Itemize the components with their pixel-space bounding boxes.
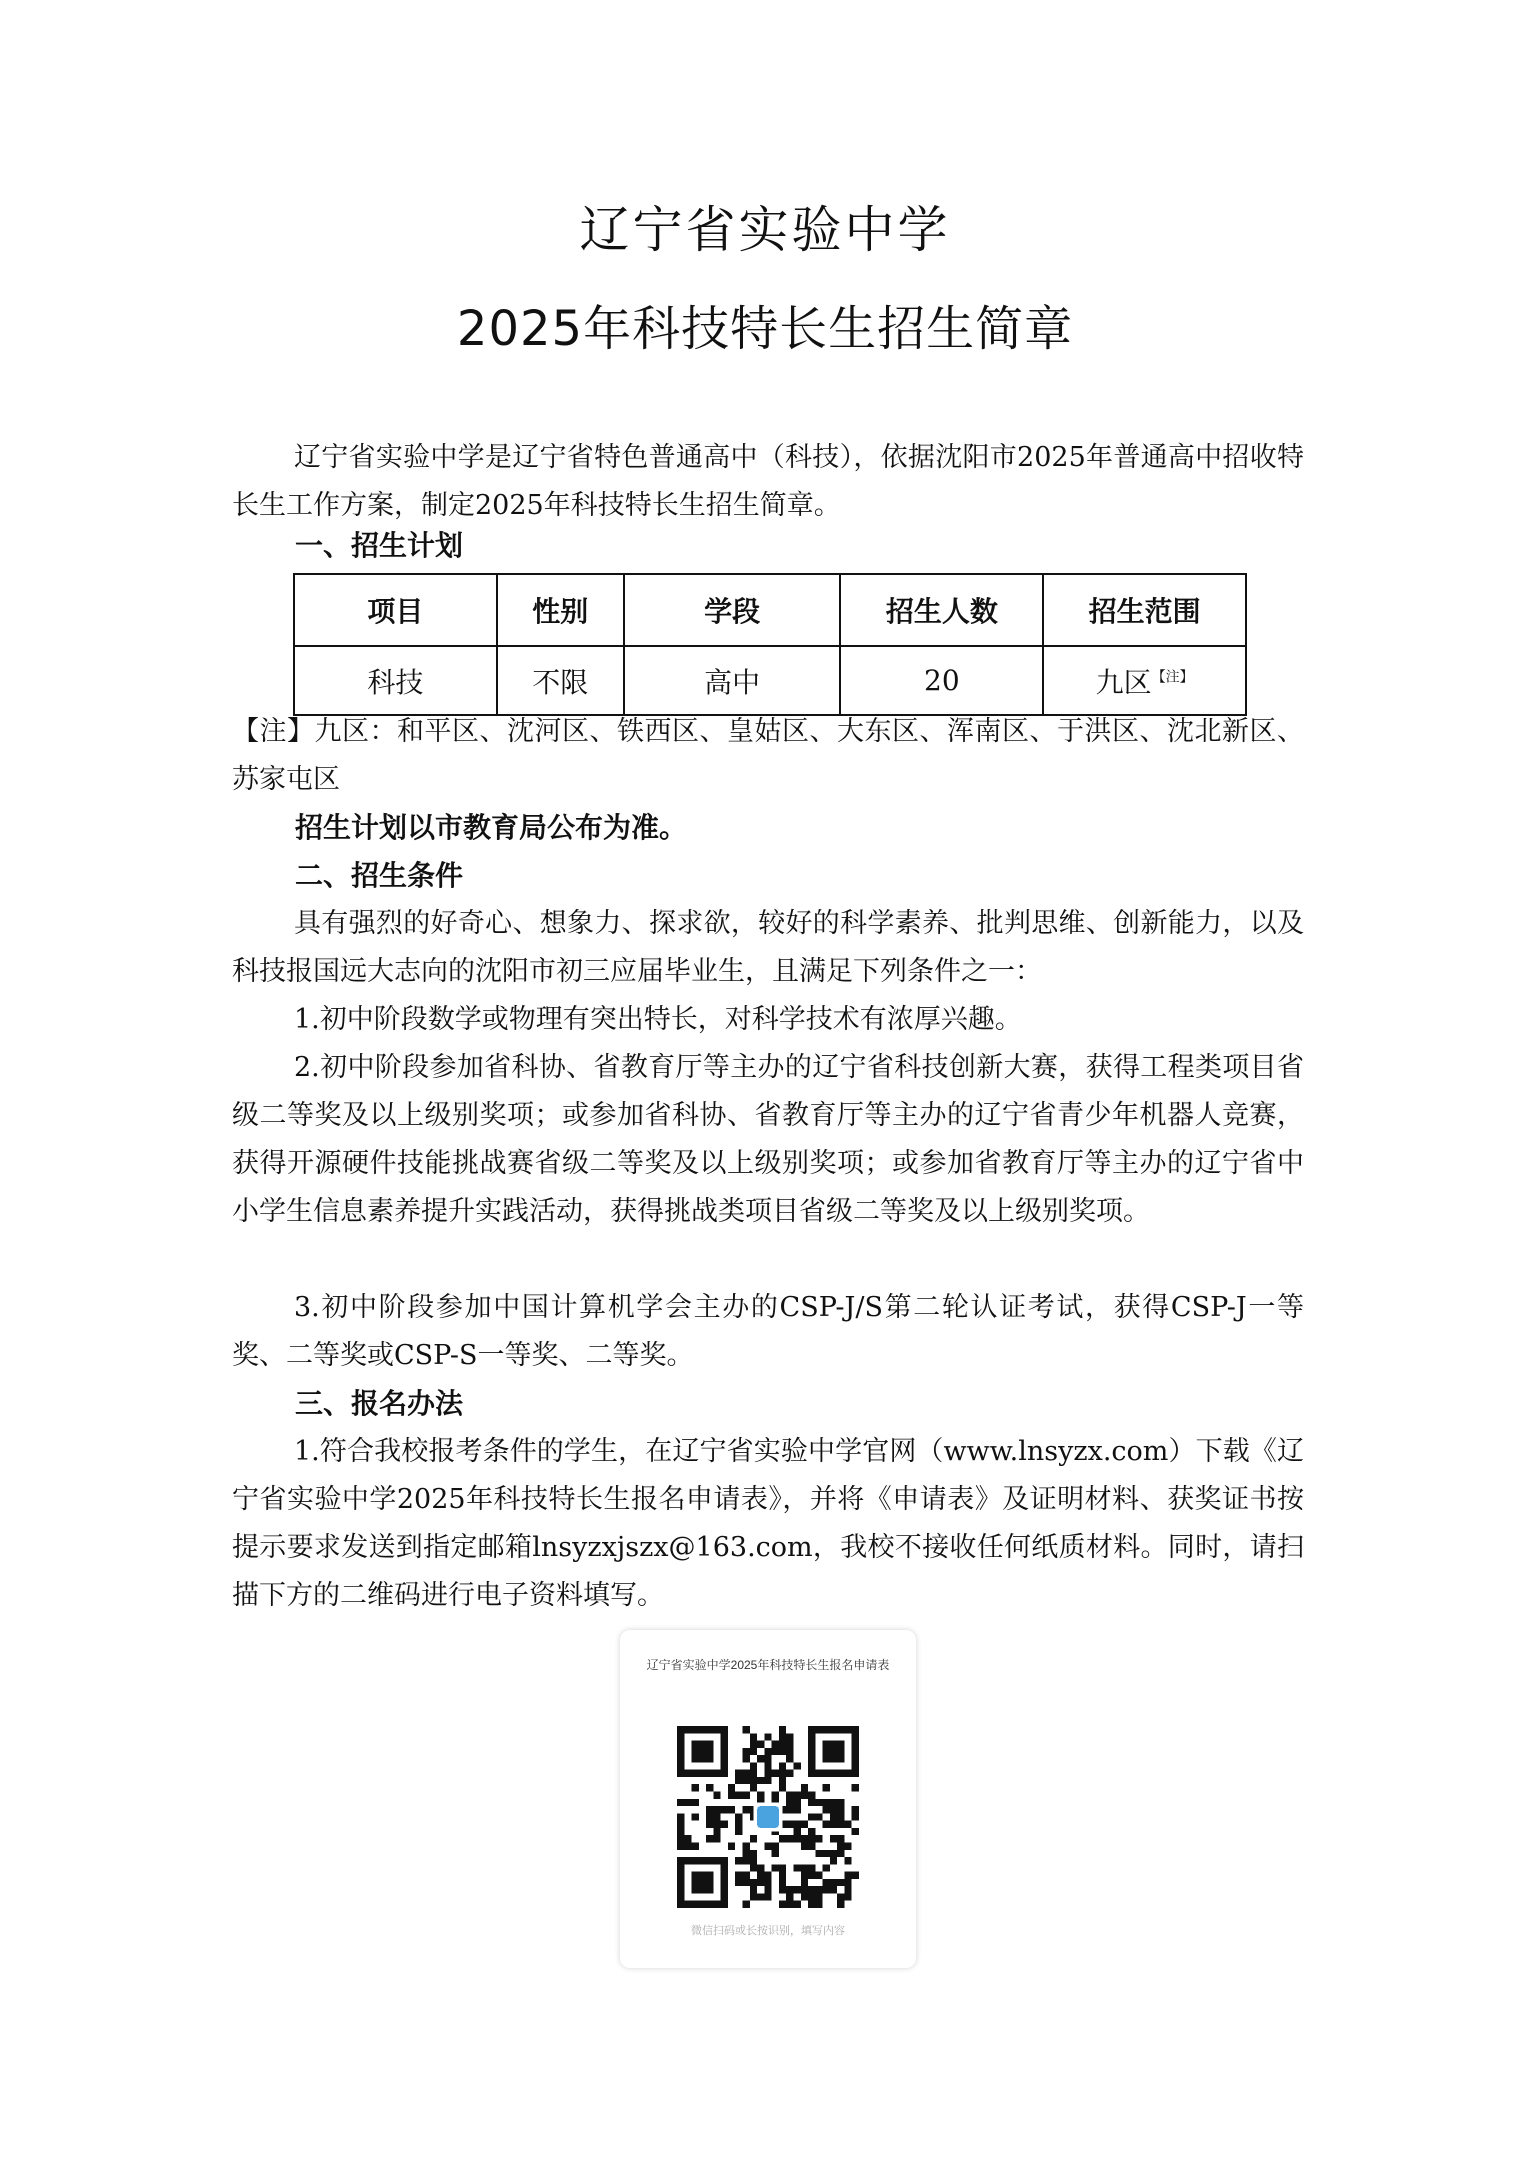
document-title: 辽宁省实验中学 <box>579 201 951 259</box>
conditions-intro: 具有强烈的好奇心、想象力、探求欲，较好的科学素养、批判思维、创新能力，以及科技报国远大志向的沈阳市初三应届毕业生，且满足下列条件之一： <box>232 908 1304 987</box>
qr-code-card <box>620 1630 916 1968</box>
section1-heading: 一、招生计划 <box>295 529 464 562</box>
qr-scan-hint: 微信扫码或长按识别，填写内容 <box>691 1925 845 1937</box>
qr-card-title: 辽宁省实验中学2025年科技特长生报名申请表 <box>646 1658 890 1672</box>
table-cell: 高中 <box>624 646 841 715</box>
table-header-cell: 项目 <box>294 574 497 646</box>
registration-item: 1.符合我校报考条件的学生，在辽宁省实验中学官网（www.lnsyzx.com）下载《辽宁省实验中学2025年科技特长生报名申请表》，并将《申请表》及证明材料、获奖证书按提示要求发送到指定邮箱lnsyzxjszx@163.com，我校不接收任何纸质材料。同时，请扫描下方的二维码进行电子资料填写。 <box>232 1436 1304 1611</box>
condition-item: 2.初中阶段参加省科协、省教育厅等主办的辽宁省科技创新大赛，获得工程类项目省级二等奖及以上级别奖项；或参加省科协、省教育厅等主办的辽宁省青少年机器人竞赛，获得开源硬件技能挑战赛省级二等奖及以上级别奖项；或参加省教育厅等主办的辽宁省中小学生信息素养提升实践活动，获得挑战类项目省级二等奖及以上级别奖项。 <box>232 1052 1304 1227</box>
table-row <box>294 646 1246 715</box>
enrollment-plan-table <box>293 573 1247 716</box>
table-header-cell: 招生人数 <box>840 574 1043 646</box>
table-cell: 科技 <box>294 646 497 715</box>
intro-paragraph: 辽宁省实验中学是辽宁省特色普通高中（科技），依据沈阳市2025年普通高中招收特长生工作方案，制定2025年科技特长生招生简章。 <box>232 442 1304 521</box>
table-cell <box>1043 646 1246 715</box>
condition-item: 3.初中阶段参加中国计算机学会主办的CSP-J/S第二轮认证考试，获得CSP-J一等奖、二等奖或CSP-S一等奖、二等奖。 <box>232 1292 1304 1371</box>
table-header-cell: 招生范围 <box>1043 574 1246 646</box>
qr-logo-icon <box>757 1806 779 1828</box>
note-marker: 【注】 <box>1151 669 1194 686</box>
plan-emphasis: 招生计划以市教育局公布为准。 <box>295 811 688 844</box>
scope-value: 九区 <box>1095 665 1152 699</box>
table-cell: 20 <box>840 646 1043 715</box>
document-subtitle: 2025年科技特长生招生简章 <box>456 301 1074 357</box>
table-note: 【注】九区：和平区、沈河区、铁西区、皇姑区、大东区、浑南区、于洪区、沈北新区、苏家屯区 <box>232 716 1304 795</box>
table-cell: 不限 <box>497 646 624 715</box>
table-header-cell: 学段 <box>624 574 841 646</box>
condition-item: 1.初中阶段数学或物理有突出特长，对科学技术有浓厚兴趣。 <box>294 1004 1022 1035</box>
section3-heading: 三、报名办法 <box>295 1387 464 1420</box>
qr-code-image[interactable] <box>677 1726 859 1908</box>
table-header-cell: 性别 <box>497 574 624 646</box>
table-header-row <box>294 574 1246 646</box>
section2-heading: 二、招生条件 <box>295 859 464 892</box>
